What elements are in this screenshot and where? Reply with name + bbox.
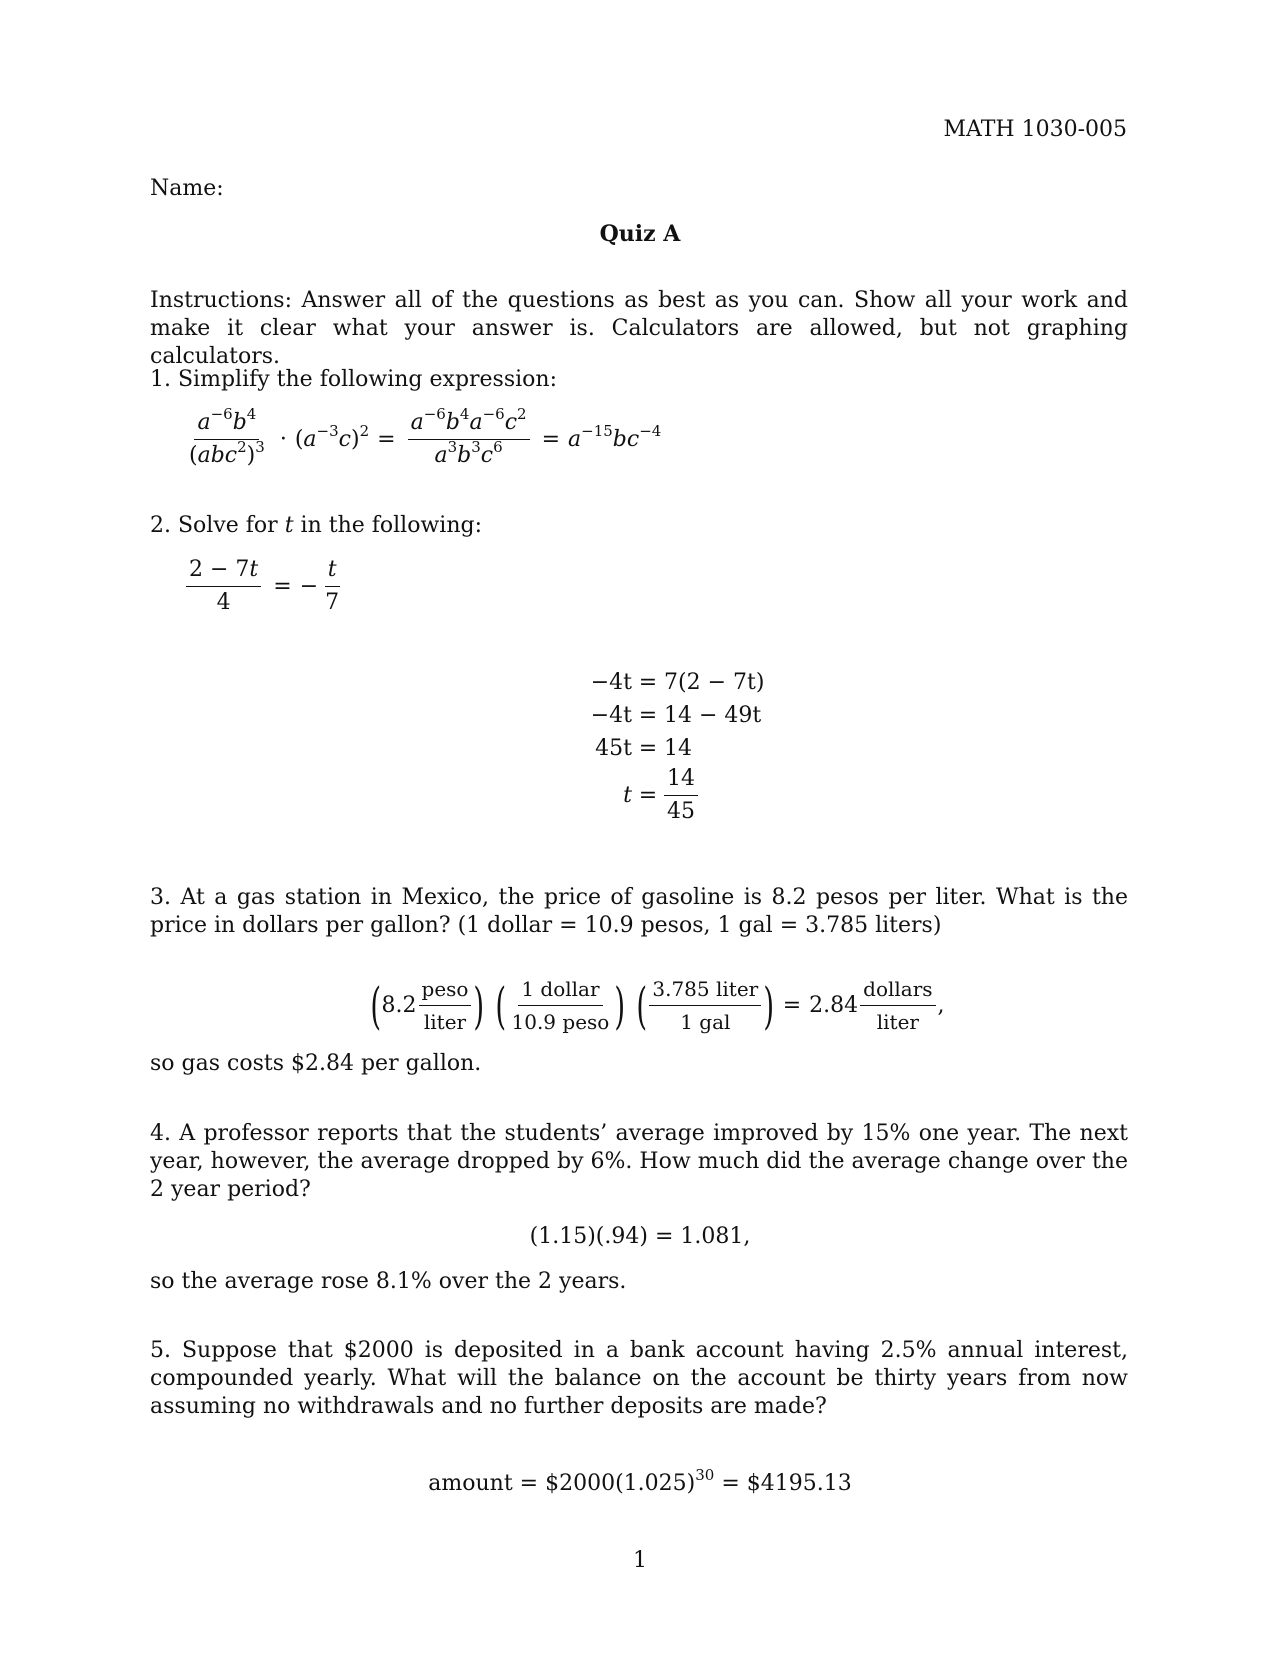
question-3-conclusion: so gas costs $2.84 per gallon. — [150, 1051, 482, 1076]
solve-step: −4t = 14 − 49t — [590, 703, 762, 728]
question-2-prompt: 2. Solve for t in the following: — [150, 513, 482, 538]
q1-fraction-2: $\frac{a^{-6}b^4a^{-6}c^2}{a^3b^3c^6}$ — [408, 410, 530, 469]
quiz-title: Quiz A — [599, 221, 681, 247]
question-2-solution — [522, 666, 764, 825]
question-2-equation: $\frac{2 - 7t}{4}$ = − $\frac{t}{7}$ — [182, 557, 346, 616]
solve-step: 45t = 14 — [595, 736, 692, 761]
q1-result: $a^{-15}bc^{-4}$ — [568, 422, 662, 452]
question-3-work: ( 8.2 $\frac{\text{peso}}{\text{liter}}$ ) ( $\frac{\text{1 dollar}}{\text{10.9 peso}}$ ) ( $\frac{\text{3.785 liter}}{\text{1 gal}}$ ) = 2.84 $\frac{\text{dollars}}{\text{liter}}$ , — [370, 976, 945, 1035]
question-1-prompt: 1. Simplify the following expression: — [150, 367, 557, 392]
question-4-prompt: 4. A professor reports that the students’ average improved by 15% one year. The next year, however, the average dropped by 6%. How much did the average change over the 2 year period? — [150, 1121, 1128, 1202]
q1-fraction-1: $\frac{a^{-6}b^4}{(abc^2)^3}$ — [189, 405, 265, 468]
question-5-prompt: 5. Suppose that $2000 is deposited in a bank account having 2.5% annual interest, compounded yearly. What will the balance on the account be thirty years from now assuming no withdrawals and no further deposits are made? — [150, 1338, 1128, 1419]
solve-step: −4t = 7(2 − 7t) — [590, 670, 765, 695]
name-label: Name: — [150, 176, 224, 201]
page-number: 1 — [633, 1548, 647, 1573]
question-4-equation: (1.15)(.94) = 1.081, — [529, 1224, 751, 1249]
question-3-prompt: 3. At a gas station in Mexico, the price of gasoline is 8.2 pesos per liter. What is the price in dollars per gallon? (1 dollar = 10.9 pesos, 1 gal = 3.785 liters) — [150, 885, 1128, 938]
question-4-conclusion: so the average rose 8.1% over the 2 years. — [150, 1269, 627, 1294]
solve-answer: t = $\frac{14}{45}$ — [522, 765, 764, 825]
question-5-equation: amount = $\$2000(1.025)^{30}$ = $4195.13 — [428, 1466, 852, 1496]
question-1-work: $\frac{a^{-6}b^4}{(abc^2)^3}$ · $(a^{-3}c)^2$ = $\frac{a^{-6}b^4a^{-6}c^2}{a^3b^3c^6}$ = $a^{-15}bc^{-4}$ — [182, 410, 661, 469]
instructions: Instructions: Answer all of the questions as best as you can. Show all your work and make it clear what your answer is. Calculators are allowed, but not graphing calculators. — [150, 288, 1128, 369]
course-code: MATH 1030-005 — [943, 117, 1127, 142]
